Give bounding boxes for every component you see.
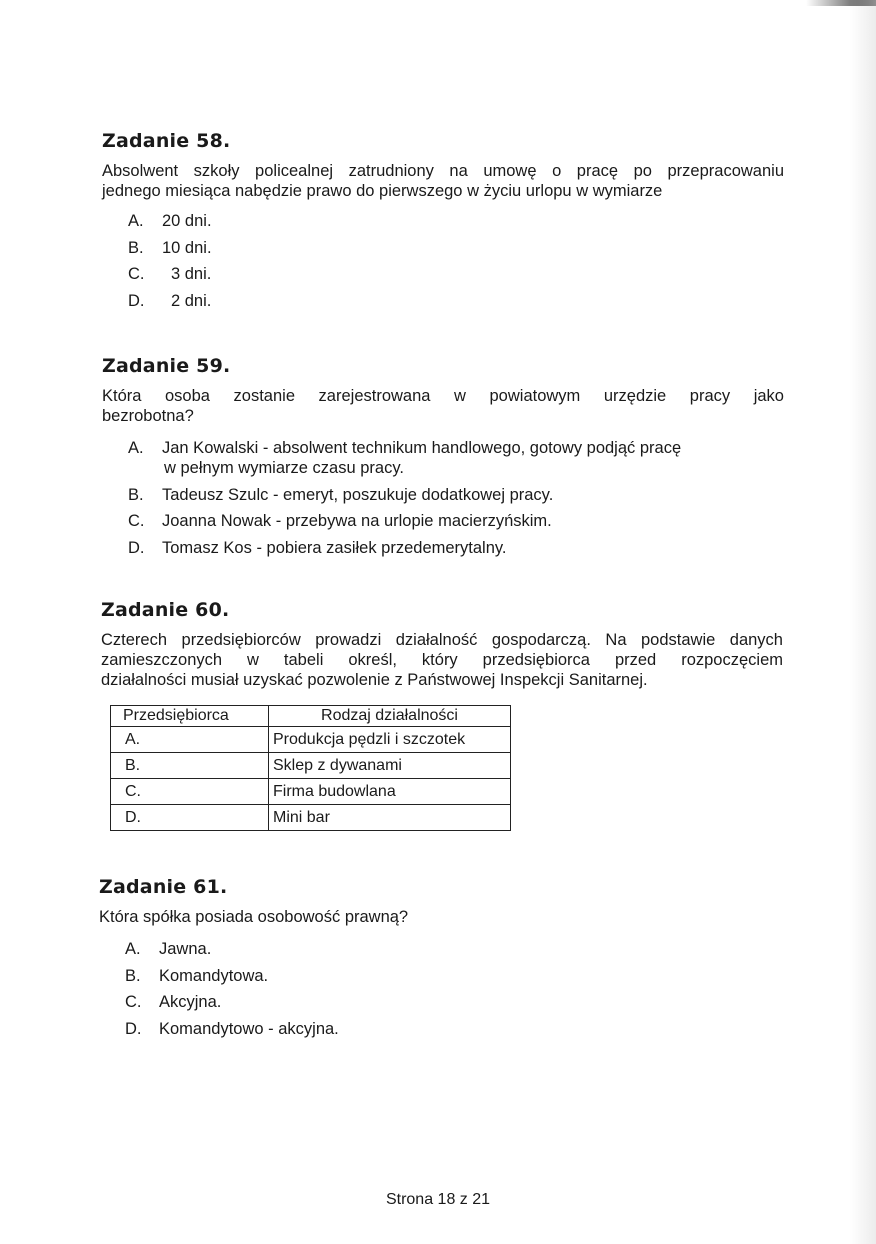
task-60 [101, 599, 783, 690]
table-cell: Firma budowlana [269, 779, 511, 805]
task-title: Zadanie 61. [99, 876, 228, 898]
option-letter: D. [128, 291, 145, 310]
option-letter: B. [128, 485, 144, 504]
task-question-line: działalności musiał uzyskać pozwolenie z Państwowej Inspekcji Sanitarnej. [101, 671, 648, 689]
task-title: Zadanie 59. [102, 355, 231, 377]
option-letter: A. [128, 439, 144, 457]
answer-option [128, 291, 784, 311]
task-question-line: Absolwent szkoły policealnej zatrudniony na umowę o pracę po przepracowaniu [102, 162, 784, 180]
option-letter: B. [128, 238, 144, 257]
option-letter: C. [128, 265, 145, 283]
answer-option [125, 966, 781, 986]
answer-option [128, 438, 784, 478]
answer-option [128, 238, 784, 258]
answer-options [125, 939, 781, 1039]
task-question-line: Która spółka posiada osobowość prawną? [99, 908, 409, 926]
table-cell: C. [111, 779, 269, 805]
table-row [111, 727, 511, 753]
option-letter: A. [125, 940, 141, 958]
task-question-line: jednego miesiąca nabędzie prawo do pierwszego w życiu urlopu w wymiarze [102, 182, 663, 200]
table-header-cell: Rodzaj działalności [269, 706, 511, 727]
answer-option [125, 939, 781, 959]
option-text: Komandytowa. [159, 966, 269, 985]
answer-options [128, 438, 784, 558]
answer-option [128, 264, 784, 284]
option-letter: D. [128, 538, 145, 557]
table-cell: Mini bar [269, 805, 511, 831]
option-text: Jawna. [159, 940, 212, 958]
task-question-line: Która osoba zostanie zarejestrowana w powiatowym urzędzie pracy jako [102, 387, 784, 405]
table-row [111, 779, 511, 805]
task-question-line: Czterech przedsiębiorców prowadzi działalność gospodarczą. Na podstawie danych [101, 631, 783, 649]
table-cell: A. [111, 727, 269, 753]
table-cell: Produkcja pędzli i szczotek [269, 727, 511, 753]
answer-option [125, 1019, 781, 1039]
answer-option [128, 538, 784, 558]
page-number: Strona 18 z 21 [385, 1191, 491, 1208]
option-text-continuation: w pełnym wymiarze czasu pracy. [164, 459, 404, 477]
option-text: Tadeusz Szulc - emeryt, poszukuje dodatkowej pracy. [162, 485, 554, 504]
answer-option [125, 992, 781, 1012]
option-text: Joanna Nowak - przebywa na urlopie macierzyńskim. [162, 512, 552, 530]
answer-option [128, 211, 784, 231]
task-question-line: bezrobotna? [102, 407, 194, 425]
option-text: 20 dni. [162, 212, 212, 230]
scan-edge-shadow [850, 0, 876, 1244]
option-letter: C. [125, 993, 142, 1011]
option-text: 2 dni. [171, 291, 212, 310]
table-header-row [111, 706, 511, 727]
table-cell: Sklep z dywanami [269, 753, 511, 779]
option-text: Akcyjna. [159, 993, 222, 1011]
table-cell: B. [111, 753, 269, 779]
business-table [110, 705, 511, 831]
task-title: Zadanie 58. [102, 130, 231, 152]
option-text: 10 dni. [162, 238, 212, 257]
option-text: Tomasz Kos - pobiera zasiłek przedemerytalny. [162, 538, 507, 557]
table-header-cell: Przedsiębiorca [111, 706, 269, 727]
answer-option [128, 485, 784, 505]
option-letter: D. [125, 1019, 142, 1038]
option-letter: C. [128, 512, 145, 530]
option-letter: A. [128, 212, 144, 230]
option-letter: B. [125, 966, 141, 985]
answer-option [128, 511, 784, 531]
table-row [111, 805, 511, 831]
task-59 [102, 355, 784, 564]
option-text: Jan Kowalski - absolwent technikum handlowego, gotowy podjąć pracę [162, 439, 682, 457]
task-question-line: zamieszczonych w tabeli określ, który przedsiębiorca przed rozpoczęciem [101, 651, 783, 669]
answer-options [128, 211, 784, 311]
option-text-block [162, 438, 784, 478]
task-61 [99, 876, 781, 1045]
option-text: Komandytowo - akcyjna. [159, 1019, 339, 1038]
task-title: Zadanie 60. [101, 599, 230, 621]
table-cell: D. [111, 805, 269, 831]
table-row [111, 753, 511, 779]
option-text: 3 dni. [171, 265, 212, 283]
task-58 [102, 130, 784, 317]
